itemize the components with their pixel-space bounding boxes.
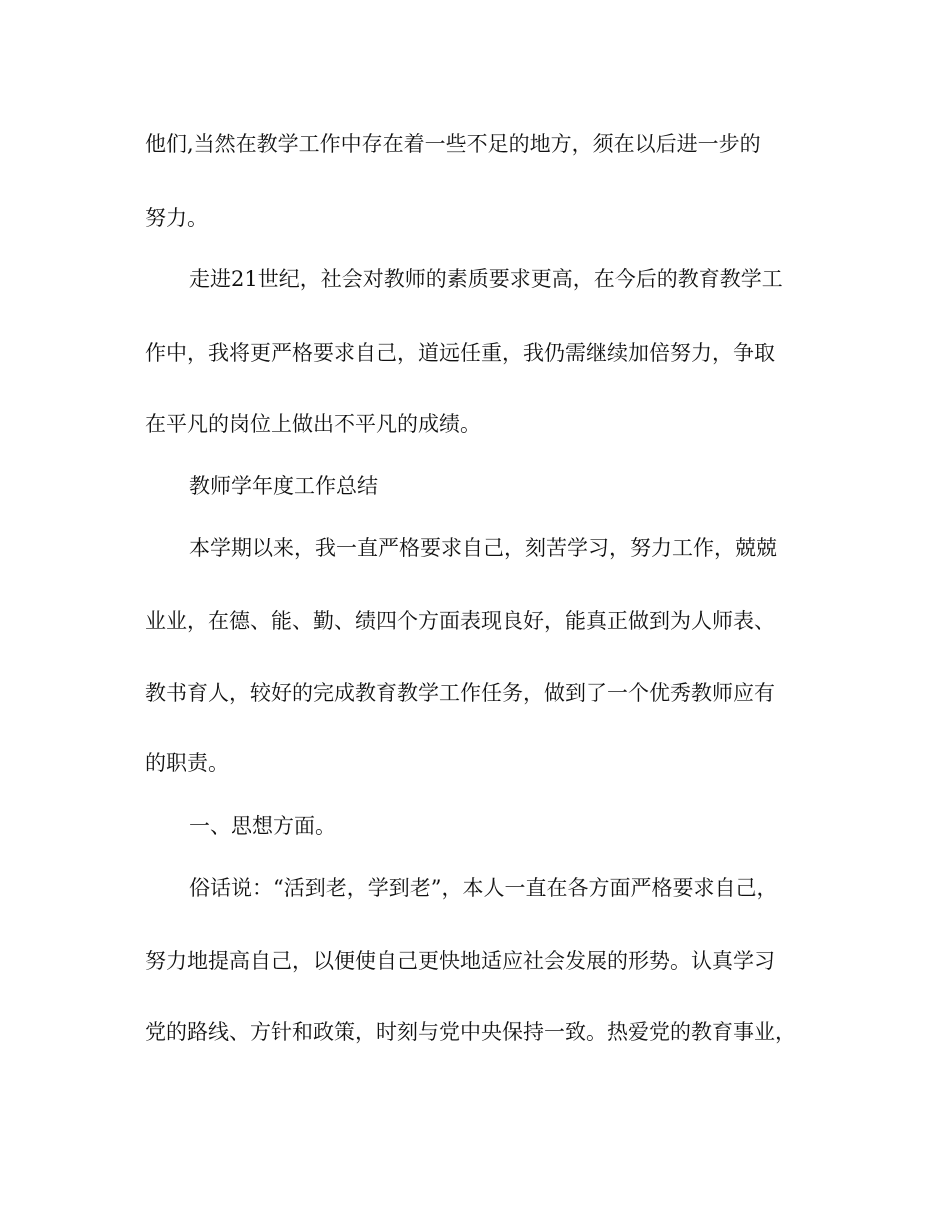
body-text-line: 的职责。 bbox=[145, 751, 229, 775]
body-text-line: 作中，我将更严格要求自己，道远任重，我仍需继续加倍努力，争取 bbox=[145, 341, 775, 365]
paragraph-start-line: 俗话说：“活到老，学到老”，本人一直在各方面严格要求自己， bbox=[189, 876, 778, 900]
paragraph-start-line: 走进21世纪，社会对教师的素质要求更高，在今后的教育教学工 bbox=[189, 267, 783, 291]
body-text-line: 努力。 bbox=[145, 206, 208, 230]
body-text-line: 教书育人，较好的完成教育教学工作任务，做到了一个优秀教师应有 bbox=[145, 681, 775, 705]
section-title: 教师学年度工作总结 bbox=[189, 474, 378, 498]
subsection-heading: 一、思想方面。 bbox=[189, 814, 336, 838]
paragraph-start-line: 本学期以来，我一直严格要求自己，刻苦学习，努力工作，兢兢 bbox=[189, 536, 777, 560]
body-text-line: 他们,当然在教学工作中存在着一些不足的地方，须在以后进一步的 bbox=[145, 132, 761, 156]
body-text-line: 在平凡的岗位上做出不平凡的成绩。 bbox=[145, 412, 481, 436]
body-text-line: 业业，在德、能、勤、绩四个方面表现良好，能真正做到为人师表、 bbox=[145, 609, 775, 633]
body-text-line: 努力地提高自己，以便使自己更快地适应社会发展的形势。认真学习 bbox=[145, 949, 775, 973]
body-text-line: 党的路线、方针和政策，时刻与党中央保持一致。热爱党的教育事业， bbox=[145, 1020, 796, 1044]
